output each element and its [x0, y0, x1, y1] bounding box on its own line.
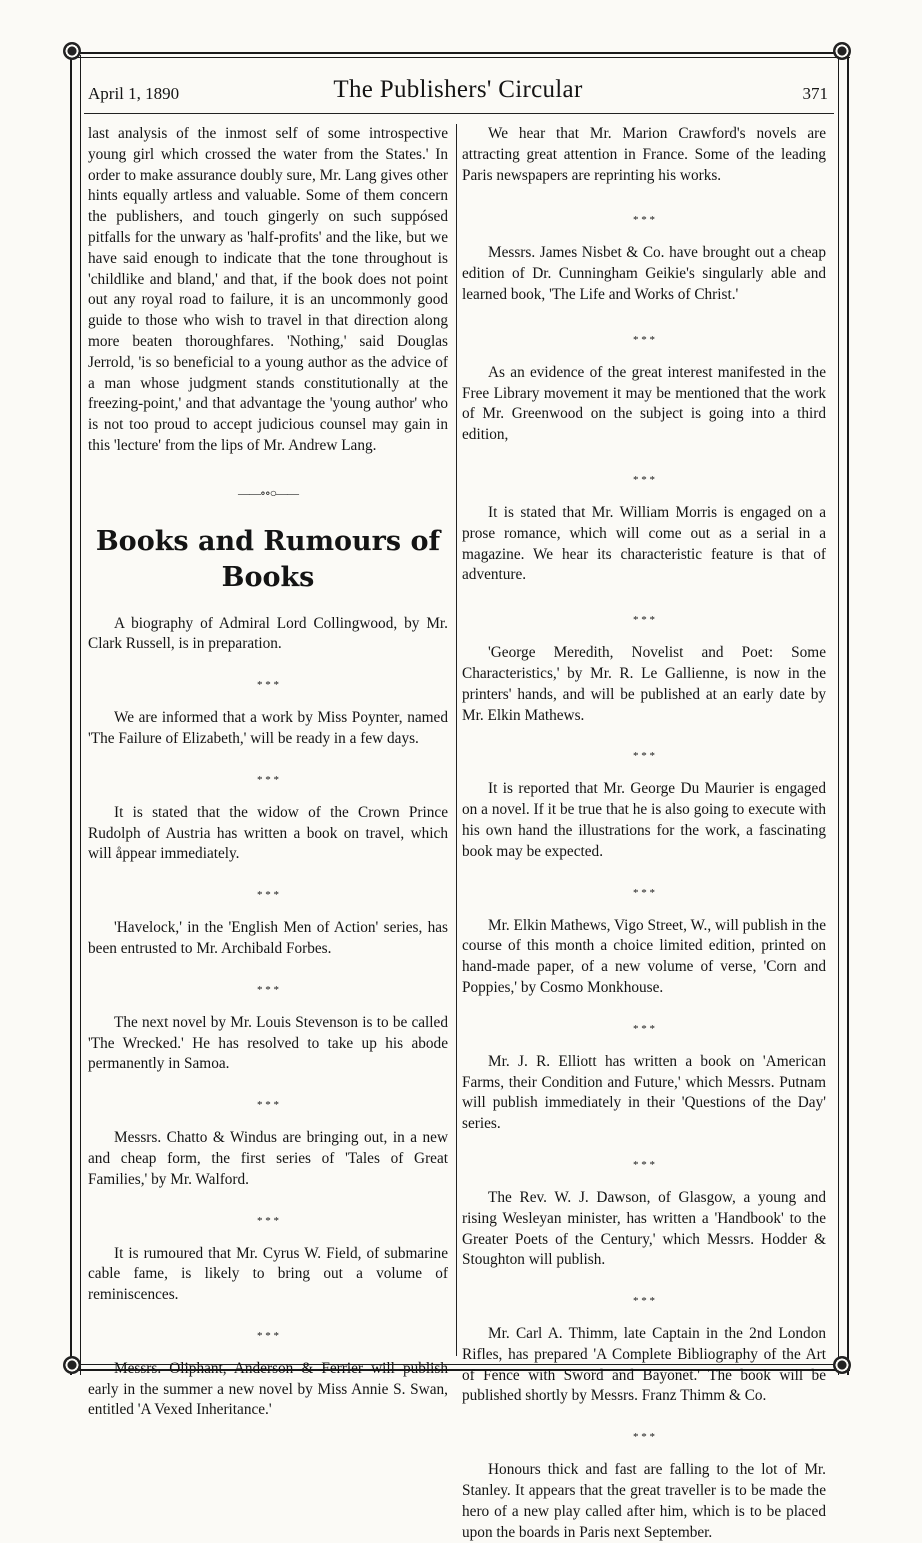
- asterism-separator: * * *: [633, 214, 655, 227]
- news-item: As an evidence of the great interest manifested in the Free Library movement it may be mentioned that the work of Mr. Greenwood on the subject is going into a third edition,: [462, 363, 826, 444]
- asterism-separator: * * *: [633, 886, 655, 899]
- corner-ornament-icon: [833, 42, 851, 60]
- asterism-separator: * * *: [257, 1099, 279, 1112]
- asterism-separator: * * *: [633, 1158, 655, 1171]
- right-border-rule: [838, 55, 849, 1375]
- asterism-separator: * * *: [257, 983, 279, 996]
- news-item: 'George Meredith, Novelist and Poet: Some Characteristics,' by Mr. R. Le Gallienne, is now in the printers' hands, and will be published at an early date by Mr. Elkin Mathews.: [462, 644, 826, 724]
- news-item: A biography of Admiral Lord Collingwood, by Mr. Clark Russell, is in preparation.: [88, 614, 448, 653]
- asterism-separator: * * *: [633, 1431, 655, 1444]
- section-title: Books and Rumours of Books: [95, 525, 441, 593]
- asterism-separator: * * *: [257, 1329, 279, 1342]
- news-item: Messrs. Chatto & Windus are bringing out, in a new and cheap form, the first series of 'Tales of Great Families,' by Mr. Walford.: [88, 1129, 448, 1188]
- news-item: Mr. J. R. Elliott has written a book on 'American Farms, their Condition and Future,' which Messrs. Putnam will publish immediately in their 'Questions of the Day' series.: [462, 1052, 826, 1133]
- running-header: [88, 72, 828, 106]
- page-number: 371: [802, 84, 828, 103]
- asterism-separator: * * *: [257, 773, 279, 786]
- asterism-separator: * * *: [633, 750, 655, 763]
- asterism-separator: * * *: [633, 1022, 655, 1035]
- news-item: It is rumoured that Mr. Cyrus W. Field, of submarine cable fame, is likely to bring out a volume of reminiscences.: [88, 1244, 448, 1304]
- news-item: Messrs. Oliphant, Anderson & Ferrier will publish early in the summer a new novel by Miss Annie S. Swan, entitled 'A Vexed Inheritance.': [88, 1359, 448, 1419]
- journal-title: The Publishers' Circular: [333, 76, 583, 103]
- top-border-rule: [70, 46, 850, 66]
- news-item: It is reported that Mr. George Du Maurier is engaged on a novel. If it be true that he is also going to execute with his own hand the illustrations for the work, a fascinating book may be expected.: [462, 780, 826, 860]
- left-column: [88, 124, 448, 1421]
- asterism-separator: * * *: [257, 1214, 279, 1227]
- asterism-separator: * * *: [633, 614, 655, 627]
- left-border-rule: [70, 55, 81, 1375]
- corner-ornament-icon: [833, 1356, 851, 1374]
- column-divider: [456, 124, 457, 1356]
- header-rule: [84, 113, 834, 114]
- news-item: The next novel by Mr. Louis Stevenson is to be called 'The Wrecked.' He has resolved to take up his abode permanently in Samoa.: [88, 1013, 448, 1073]
- news-item: 'Havelock,' in the 'English Men of Action' series, has been entrusted to Mr. Archibald Forbes.: [88, 919, 448, 957]
- news-item: It is stated that Mr. William Morris is engaged on a prose romance, which will come out as a serial in a magazine. We hear its characteristic feature is that of adventure.: [462, 503, 826, 584]
- section-ornament: ——∘∘○——: [237, 485, 298, 500]
- asterism-separator: * * *: [633, 333, 655, 346]
- right-column: [462, 124, 826, 1543]
- article-continuation: last analysis of the inmost self of some introspective young girl which crossed the water from the States.' In order to make assurance doubly sure, Mr. Lang gives other hints equally artless and valuable. Some of them concern the publishers, and touch gingerly on such suppósed pitfalls for the unwary as 'half-profits' and the like, but we have said enough to indicate that the tone throughout is 'childlike and bland,' and that, if the book does not point out any royal road to failure, it is an uncommonly good guide to those who wish to travel in that direction along more beaten thoroughfares. 'Nothing,' said Douglas Jerrold, 'is so beneficial to a young author as the advice of a man whose judgment stands constitutionally at the freezing-point,' and that advantage the 'young author' who is not too proud to accept judicious counsel may gain in this 'lecture' from the lips of Mr. Andrew Lang.: [88, 125, 448, 454]
- news-item: The Rev. W. J. Dawson, of Glasgow, a young and rising Wesleyan minister, has written a 'Handbook' to the Greater Poets of the Century,' which Messrs. Hodder & Stoughton will publish.: [462, 1188, 826, 1269]
- corner-ornament-icon: [63, 42, 81, 60]
- news-item: Messrs. James Nisbet & Co. have brought out a cheap edition of Dr. Cunningham Geikie's singularly able and learned book, 'The Life and Works of Christ.': [462, 244, 826, 303]
- asterism-separator: * * *: [257, 889, 279, 902]
- news-item: Mr. Carl A. Thimm, late Captain in the 2nd London Rifles, has prepared 'A Complete Bibliography of the Art of Fence with Sword and Bayonet.' The book will be published shortly by Messrs. Franz Thimm & Co.: [462, 1325, 826, 1405]
- asterism-separator: * * *: [633, 1295, 655, 1308]
- news-item: We are informed that a work by Miss Poynter, named 'The Failure of Elizabeth,' will be ready in a few days.: [88, 709, 448, 747]
- asterism-separator: * * *: [257, 679, 279, 692]
- news-item: Honours thick and fast are falling to the lot of Mr. Stanley. It appears that the great traveller is to be made the hero of a new play called after him, which is to be placed upon the boards in Paris next September.: [462, 1461, 826, 1541]
- asterism-separator: * * *: [633, 473, 655, 486]
- news-item: Mr. Elkin Mathews, Vigo Street, W., will publish in the course of this month a choice limited edition, printed on hand-made paper, of a new volume of verse, 'Corn and Poppies,' by Cosmo Monkhouse.: [462, 916, 826, 996]
- news-item: It is stated that the widow of the Crown Prince Rudolph of Austria has written a book on travel, which will åppear immediately.: [88, 803, 448, 863]
- issue-date: April 1, 1890: [88, 84, 180, 103]
- corner-ornament-icon: [63, 1356, 81, 1374]
- news-item: We hear that Mr. Marion Crawford's novels are attracting great attention in France. Some of the leading Paris newspapers are reprinting his works.: [462, 125, 826, 184]
